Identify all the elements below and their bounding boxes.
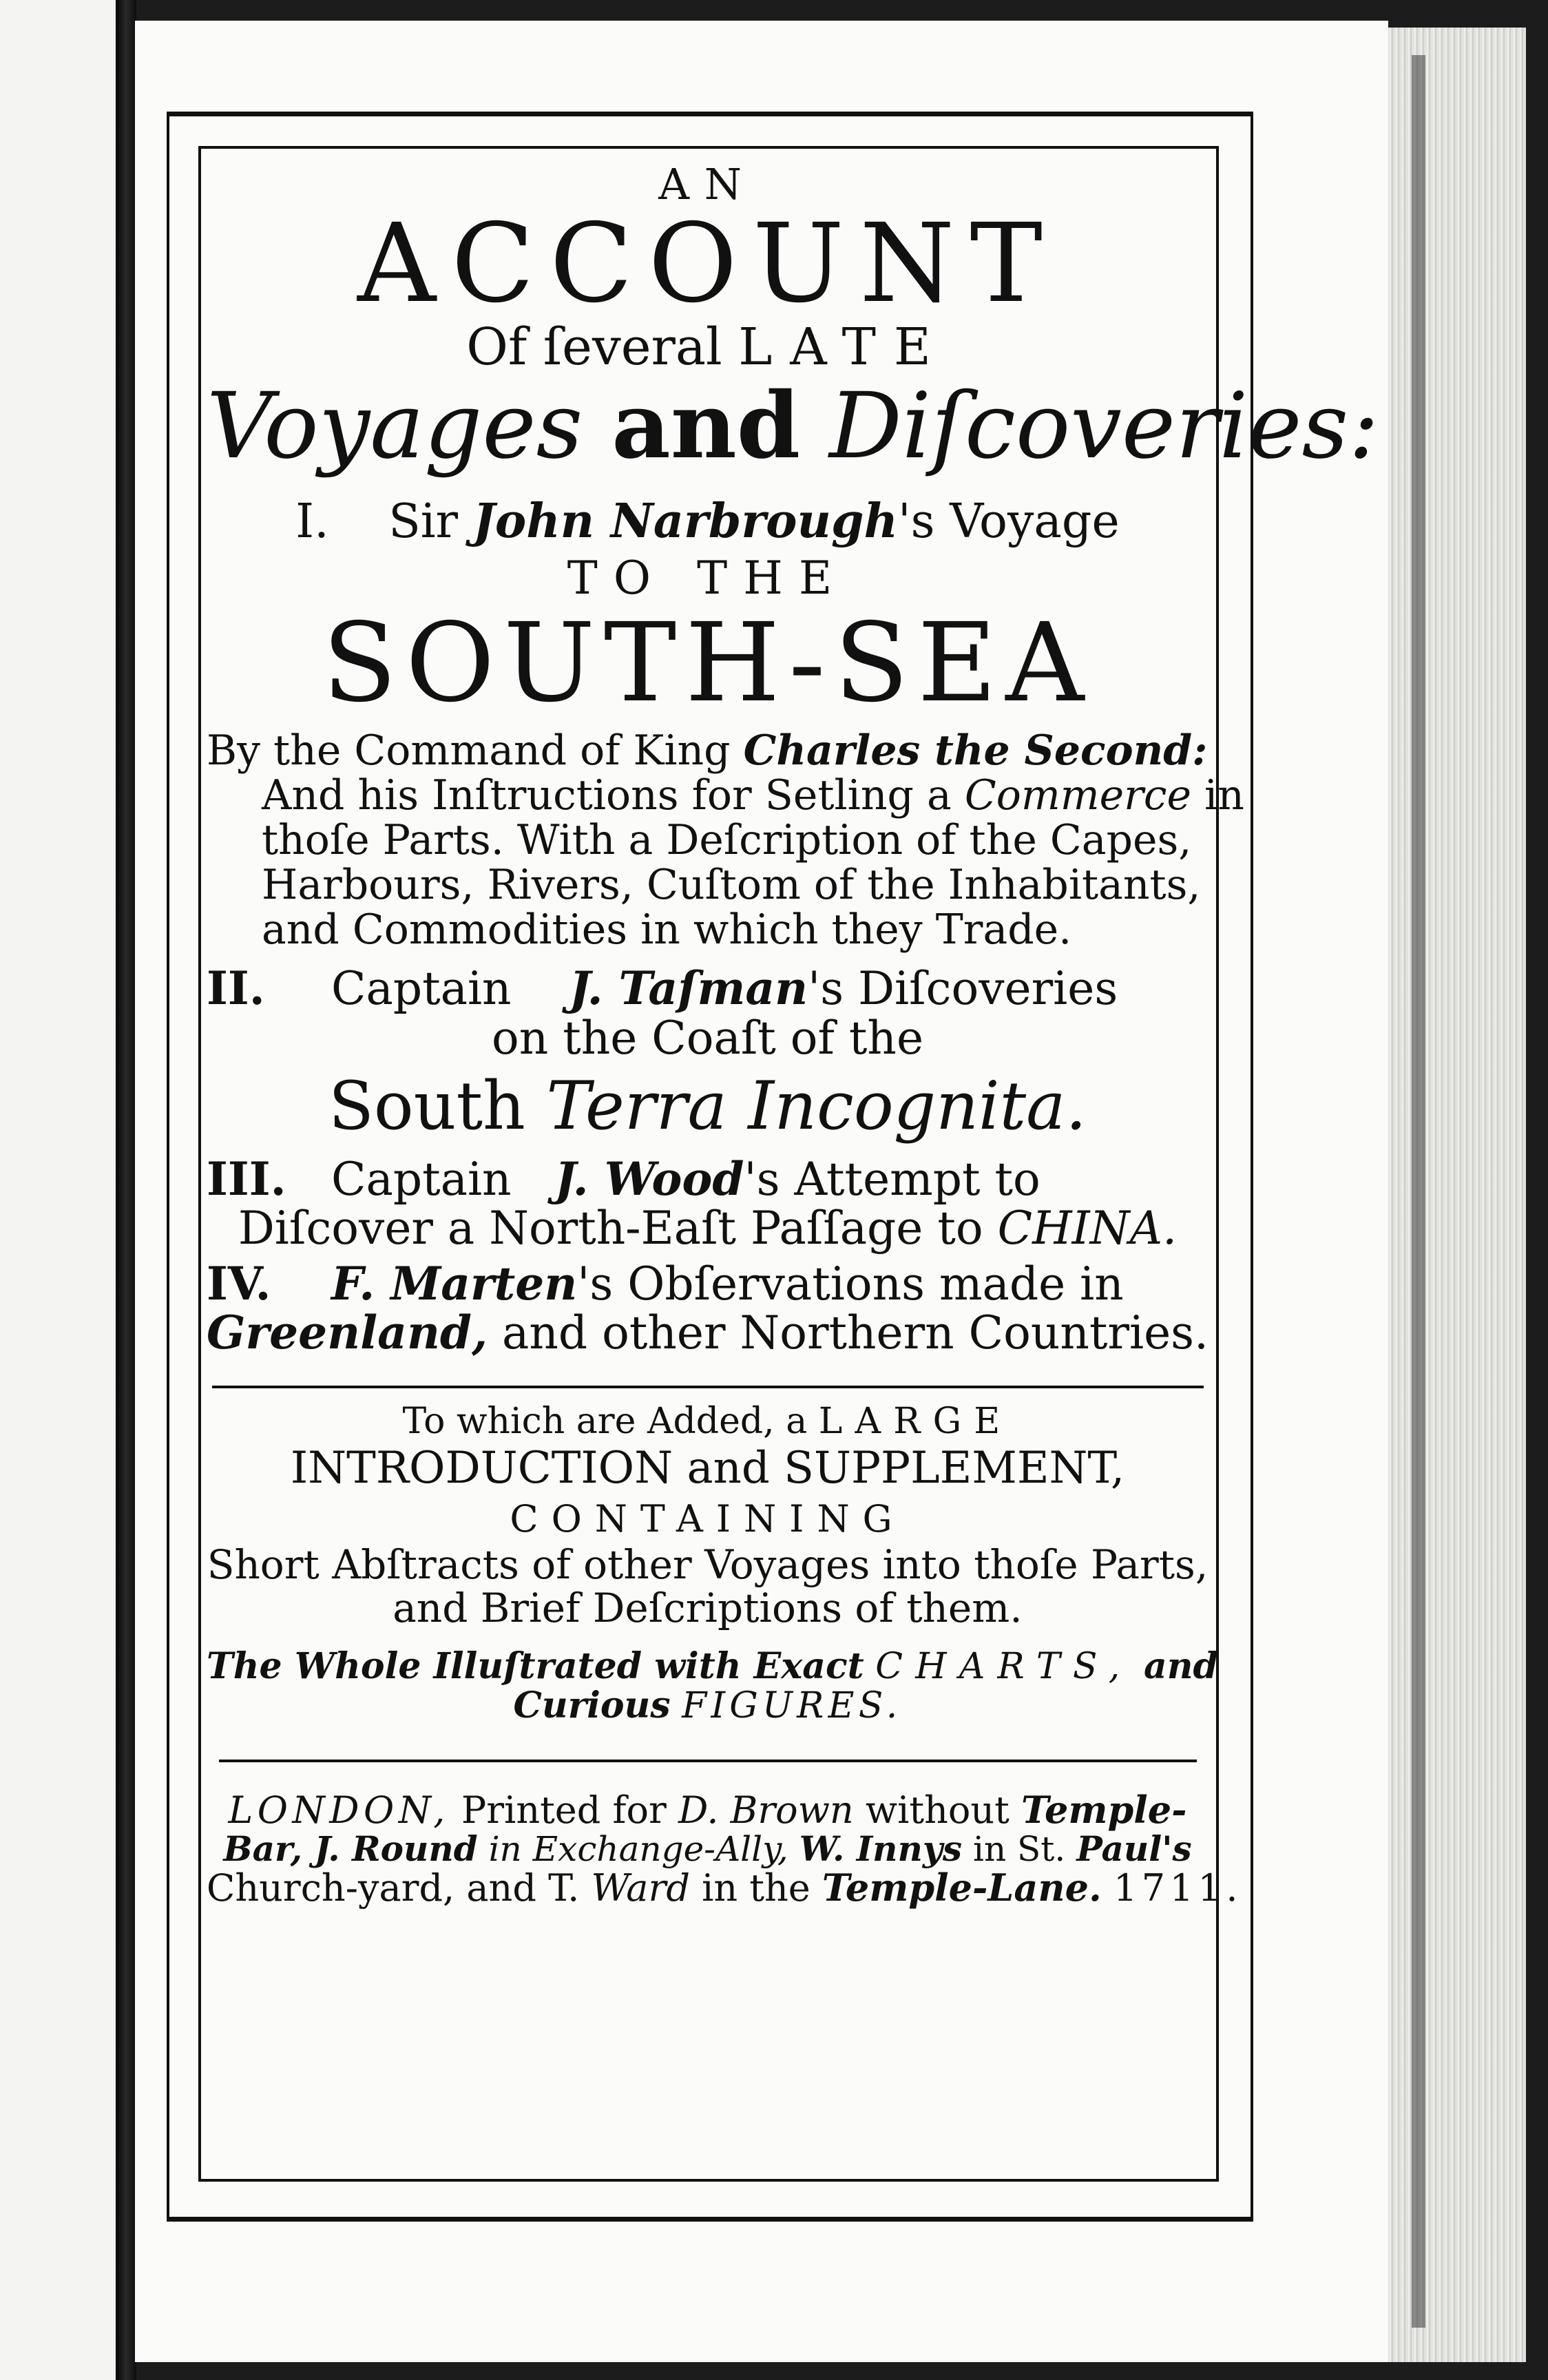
- part-3-number: III.: [207, 1151, 286, 1206]
- part-3-heading: [207, 1151, 1209, 1206]
- part-4: [207, 1257, 1209, 1360]
- figures-word: FIGURES.: [682, 1684, 902, 1726]
- supplement-line-2: INTRODUCTION and SUPPLEMENT,: [290, 1442, 1125, 1494]
- supplement-line-7: [207, 1684, 1209, 1726]
- part-2-south-terra: [207, 1067, 1209, 1145]
- and-word: and: [1144, 1645, 1218, 1688]
- part-2: [207, 961, 1209, 1145]
- illustrated-text: The Whole Illuſtrated with Exact: [207, 1645, 864, 1688]
- part-1-number: I.: [295, 494, 329, 550]
- and: and: [611, 373, 801, 480]
- supplement-line-6: [207, 1645, 1218, 1688]
- northern-countries: and other Northern Countries.: [502, 1306, 1209, 1360]
- part-4-name: F. Marten: [331, 1257, 578, 1311]
- publication-year: 1711.: [1113, 1866, 1242, 1910]
- title-page-text: [207, 155, 1379, 2169]
- terra-incognita: Terra Incognita.: [546, 1067, 1087, 1145]
- printer-innys: W. Innys: [799, 1828, 963, 1870]
- commerce-word: Commerce: [964, 771, 1191, 820]
- supplement: [207, 1400, 1218, 1726]
- supplement-line-5: and Brief Deſcriptions of them.: [393, 1584, 1023, 1631]
- exchange-ally: Exchange-Ally,: [532, 1829, 788, 1870]
- title-an: AN: [658, 159, 757, 209]
- part-2-name: J. Taſman: [569, 961, 808, 1016]
- temple-lane: Temple-Lane.: [822, 1866, 1102, 1910]
- rule-1: [212, 1386, 1204, 1388]
- pauls: Paul's: [1076, 1828, 1192, 1870]
- rule-2: [219, 1760, 1197, 1762]
- supplement-line-4: Short Abſtracts of other Voyages into thoſe Parts,: [207, 1541, 1209, 1589]
- page-edges: [1388, 28, 1526, 2362]
- part-1-south-sea: SOUTH-SEA: [322, 599, 1093, 727]
- charts-word: CHARTS,: [875, 1646, 1133, 1688]
- in-word-2: in: [488, 1829, 522, 1870]
- printer-ward: Ward: [591, 1866, 690, 1910]
- instructions-text: And his Inſtructions for Setling a: [262, 771, 952, 820]
- bar-round: Bar, J. Round: [223, 1828, 478, 1870]
- imprint: [207, 1787, 1242, 1910]
- left-facing-page: [0, 0, 116, 2380]
- part-4-number: IV.: [207, 1257, 271, 1311]
- part-1-name: John Narbrough: [472, 494, 898, 550]
- part-3: [207, 1151, 1209, 1255]
- south-word: South: [328, 1067, 525, 1145]
- part-1-sir: Sir: [388, 494, 459, 550]
- supplement-line-1: [207, 1402, 1209, 1441]
- king-name: Charles the Second:: [743, 727, 1208, 775]
- in-the: in the: [702, 1866, 810, 1910]
- title-voyages-discoveries: [207, 373, 1379, 480]
- part-3-passage: Diſcover a North-Eaſt Paſſage to: [238, 1201, 983, 1255]
- added-text: To which are Added, a: [402, 1400, 808, 1442]
- part-1-heading: [207, 494, 1209, 550]
- part-1-line-4: Harbours, Rivers, Cuſtom of the Inhabitants,: [262, 860, 1201, 909]
- greenland-word: Greenland,: [207, 1306, 488, 1360]
- part-4-heading: [207, 1257, 1209, 1311]
- part-3-captain: Captain: [331, 1152, 512, 1206]
- supplement-line-3: CONTAINING: [510, 1496, 906, 1541]
- large-word: LARGE: [818, 1400, 1013, 1442]
- in-st: in St.: [972, 1829, 1066, 1870]
- part-2-number: II.: [207, 961, 265, 1016]
- book-gutter: [116, 0, 136, 2380]
- late: LATE: [738, 317, 949, 377]
- part-1-line-3: thoſe Parts. With a Deſcription of the Capes,: [262, 815, 1192, 864]
- part-3-line-2: [207, 1201, 1209, 1255]
- title-account: ACCOUNT: [357, 200, 1058, 327]
- imprint-line-1: [207, 1787, 1209, 1832]
- without-word: without: [865, 1788, 1010, 1832]
- part-1-to-the: TO THE: [567, 552, 848, 605]
- part-1-description: [207, 727, 1244, 954]
- part-1-line-2: [207, 771, 1244, 820]
- part-2-rest: 's Diſcoveries: [808, 962, 1118, 1016]
- part-2-line-2: on the Coaſt of the: [491, 1011, 924, 1065]
- imprint-line-3: [207, 1866, 1242, 1910]
- part-3-name: J. Wood: [554, 1151, 744, 1206]
- london-word: LONDON,: [228, 1788, 450, 1832]
- printer-brown: D. Brown: [678, 1788, 854, 1832]
- in-word: in: [1204, 771, 1244, 820]
- printed-for: Printed for: [461, 1788, 667, 1832]
- part-4-line-2: [207, 1306, 1209, 1360]
- voyages: Voyages: [207, 373, 583, 480]
- temple-word: Temple-: [1021, 1787, 1187, 1832]
- imprint-line-2: [207, 1830, 1209, 1868]
- of-several: Of ſeveral: [466, 317, 722, 377]
- page-edge-shadow: [1412, 55, 1425, 2328]
- part-1-voyage: 's Voyage: [897, 494, 1120, 550]
- curious-word: Curious: [513, 1684, 671, 1726]
- discoveries: Diſcoveries:: [829, 373, 1379, 480]
- part-1-line-1: [207, 729, 1209, 773]
- part-2-captain: Captain: [331, 962, 512, 1016]
- title-of-several-late: [207, 317, 1209, 377]
- command-text: By the Command of King: [207, 727, 731, 775]
- part-1-line-5: and Commodities in which they Trade.: [262, 905, 1072, 954]
- china-word: CHINA.: [997, 1201, 1178, 1255]
- part-2-heading: [207, 961, 1209, 1016]
- part-3-rest: 's Attempt to: [744, 1152, 1040, 1206]
- church-yard: Church-yard, and T.: [207, 1866, 580, 1910]
- part-4-rest: 's Obſervations made in: [577, 1257, 1124, 1311]
